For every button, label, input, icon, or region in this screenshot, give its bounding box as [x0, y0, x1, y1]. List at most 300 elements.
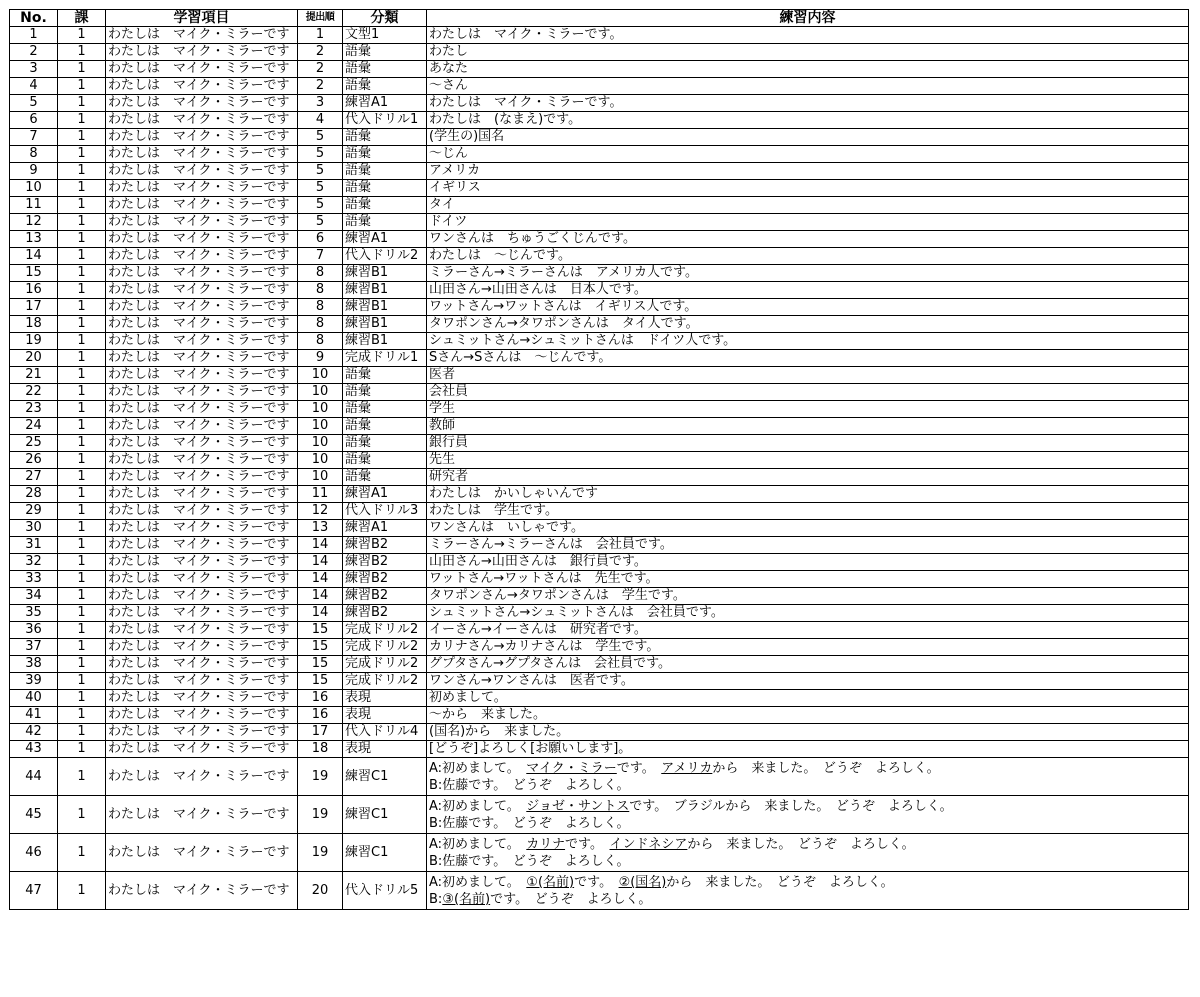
cell-category[interactable]: 代入ドリル4	[343, 724, 427, 741]
cell-no[interactable]: 25	[10, 435, 58, 452]
cell-submission-order[interactable]: 10	[298, 469, 343, 486]
cell-lesson[interactable]: 1	[58, 44, 106, 61]
cell-lesson[interactable]: 1	[58, 605, 106, 622]
cell-no[interactable]: 41	[10, 707, 58, 724]
cell-submission-order[interactable]: 14	[298, 571, 343, 588]
cell-practice-content[interactable]	[427, 214, 1189, 231]
cell-practice-content[interactable]	[427, 401, 1189, 418]
cell-no[interactable]: 24	[10, 418, 58, 435]
cell-category[interactable]: 練習C1	[343, 758, 427, 796]
cell-category[interactable]: 語彙	[343, 435, 427, 452]
cell-lesson[interactable]: 1	[58, 401, 106, 418]
cell-lesson[interactable]: 1	[58, 690, 106, 707]
content-line	[429, 538, 1186, 552]
cell-submission-order[interactable]: 8	[298, 282, 343, 299]
cell-no[interactable]: 38	[10, 656, 58, 673]
cell-no[interactable]: 17	[10, 299, 58, 316]
cell-lesson[interactable]: 1	[58, 61, 106, 78]
cell-no[interactable]: 21	[10, 367, 58, 384]
cell-no[interactable]: 34	[10, 588, 58, 605]
cell-practice-content[interactable]	[427, 163, 1189, 180]
cell-practice-content[interactable]	[427, 367, 1189, 384]
cell-category[interactable]: 語彙	[343, 401, 427, 418]
cell-category[interactable]: 語彙	[343, 44, 427, 61]
cell-learning-item[interactable]: わたしは マイク・ミラーです	[106, 724, 298, 741]
cell-category[interactable]: 練習B2	[343, 554, 427, 571]
cell-practice-content[interactable]	[427, 282, 1189, 299]
cell-practice-content[interactable]	[427, 95, 1189, 112]
cell-learning-item[interactable]: わたしは マイク・ミラーです	[106, 554, 298, 571]
table-row	[10, 401, 1189, 418]
cell-lesson[interactable]: 1	[58, 231, 106, 248]
cell-learning-item[interactable]: わたしは マイク・ミラーです	[106, 401, 298, 418]
cell-no[interactable]: 11	[10, 197, 58, 214]
cell-no[interactable]: 9	[10, 163, 58, 180]
cell-category[interactable]: 語彙	[343, 452, 427, 469]
cell-practice-content[interactable]	[427, 554, 1189, 571]
cell-submission-order[interactable]: 9	[298, 350, 343, 367]
cell-category[interactable]: 語彙	[343, 146, 427, 163]
cell-submission-order[interactable]: 5	[298, 146, 343, 163]
cell-lesson[interactable]: 1	[58, 469, 106, 486]
cell-submission-order[interactable]: 5	[298, 180, 343, 197]
cell-submission-order[interactable]: 2	[298, 44, 343, 61]
cell-learning-item[interactable]: わたしは マイク・ミラーです	[106, 197, 298, 214]
cell-submission-order[interactable]: 15	[298, 656, 343, 673]
cell-submission-order[interactable]: 15	[298, 673, 343, 690]
cell-learning-item[interactable]: わたしは マイク・ミラーです	[106, 95, 298, 112]
cell-no[interactable]: 39	[10, 673, 58, 690]
cell-learning-item[interactable]: わたしは マイク・ミラーです	[106, 231, 298, 248]
content-line	[429, 147, 1186, 161]
cell-learning-item[interactable]: わたしは マイク・ミラーです	[106, 418, 298, 435]
cell-category[interactable]: 完成ドリル2	[343, 622, 427, 639]
cell-no[interactable]: 16	[10, 282, 58, 299]
cell-no[interactable]: 37	[10, 639, 58, 656]
cell-learning-item[interactable]: わたしは マイク・ミラーです	[106, 690, 298, 707]
cell-learning-item[interactable]: わたしは マイク・ミラーです	[106, 129, 298, 146]
cell-category[interactable]: 語彙	[343, 78, 427, 95]
cell-submission-order[interactable]: 15	[298, 622, 343, 639]
cell-submission-order[interactable]: 8	[298, 299, 343, 316]
cell-practice-content[interactable]	[427, 537, 1189, 554]
cell-learning-item[interactable]: わたしは マイク・ミラーです	[106, 486, 298, 503]
cell-category[interactable]: 代入ドリル1	[343, 112, 427, 129]
cell-practice-content[interactable]	[427, 27, 1189, 44]
header-learning-item[interactable]: 学習項目	[106, 10, 298, 27]
cell-lesson[interactable]: 1	[58, 214, 106, 231]
cell-lesson[interactable]: 1	[58, 435, 106, 452]
cell-practice-content[interactable]	[427, 197, 1189, 214]
cell-learning-item[interactable]: わたしは マイク・ミラーです	[106, 333, 298, 350]
cell-no[interactable]: 1	[10, 27, 58, 44]
cell-learning-item[interactable]: わたしは マイク・ミラーです	[106, 673, 298, 690]
cell-submission-order[interactable]: 5	[298, 163, 343, 180]
cell-practice-content[interactable]	[427, 469, 1189, 486]
cell-learning-item[interactable]: わたしは マイク・ミラーです	[106, 622, 298, 639]
cell-practice-content[interactable]	[427, 656, 1189, 673]
cell-lesson[interactable]: 1	[58, 834, 106, 872]
cell-no[interactable]: 20	[10, 350, 58, 367]
header-submission-order[interactable]: 提出順	[298, 10, 343, 27]
cell-practice-content[interactable]	[427, 333, 1189, 350]
cell-learning-item[interactable]: わたしは マイク・ミラーです	[106, 656, 298, 673]
cell-submission-order[interactable]: 2	[298, 78, 343, 95]
cell-submission-order[interactable]: 19	[298, 758, 343, 796]
cell-learning-item[interactable]: わたしは マイク・ミラーです	[106, 282, 298, 299]
cell-submission-order[interactable]: 14	[298, 588, 343, 605]
cell-submission-order[interactable]: 6	[298, 231, 343, 248]
cell-learning-item[interactable]: わたしは マイク・ミラーです	[106, 367, 298, 384]
cell-learning-item[interactable]: わたしは マイク・ミラーです	[106, 163, 298, 180]
cell-submission-order[interactable]: 10	[298, 367, 343, 384]
cell-lesson[interactable]: 1	[58, 571, 106, 588]
cell-no[interactable]: 32	[10, 554, 58, 571]
cell-learning-item[interactable]: わたしは マイク・ミラーです	[106, 78, 298, 95]
cell-practice-content[interactable]	[427, 180, 1189, 197]
cell-submission-order[interactable]: 10	[298, 452, 343, 469]
cell-learning-item[interactable]: わたしは マイク・ミラーです	[106, 435, 298, 452]
cell-practice-content[interactable]	[427, 834, 1189, 872]
cell-no[interactable]: 31	[10, 537, 58, 554]
cell-learning-item[interactable]: わたしは マイク・ミラーです	[106, 384, 298, 401]
cell-practice-content[interactable]	[427, 605, 1189, 622]
cell-lesson[interactable]: 1	[58, 282, 106, 299]
cell-no[interactable]: 15	[10, 265, 58, 282]
cell-category[interactable]: 練習B1	[343, 265, 427, 282]
cell-no[interactable]: 4	[10, 78, 58, 95]
cell-submission-order[interactable]: 8	[298, 316, 343, 333]
content-line	[429, 317, 1186, 331]
cell-no[interactable]: 14	[10, 248, 58, 265]
cell-no[interactable]: 27	[10, 469, 58, 486]
cell-lesson[interactable]: 1	[58, 486, 106, 503]
cell-no[interactable]: 22	[10, 384, 58, 401]
cell-learning-item[interactable]: わたしは マイク・ミラーです	[106, 61, 298, 78]
cell-submission-order[interactable]: 5	[298, 214, 343, 231]
cell-no[interactable]: 42	[10, 724, 58, 741]
cell-learning-item[interactable]: わたしは マイク・ミラーです	[106, 571, 298, 588]
cell-practice-content[interactable]	[427, 248, 1189, 265]
cell-lesson[interactable]: 1	[58, 724, 106, 741]
cell-practice-content[interactable]	[427, 418, 1189, 435]
cell-submission-order[interactable]: 11	[298, 486, 343, 503]
cell-practice-content[interactable]	[427, 503, 1189, 520]
cell-learning-item[interactable]: わたしは マイク・ミラーです	[106, 214, 298, 231]
cell-category[interactable]: 語彙	[343, 61, 427, 78]
cell-category[interactable]: 代入ドリル3	[343, 503, 427, 520]
cell-learning-item[interactable]: わたしは マイク・ミラーです	[106, 796, 298, 834]
cell-learning-item[interactable]: わたしは マイク・ミラーです	[106, 350, 298, 367]
cell-no[interactable]: 29	[10, 503, 58, 520]
cell-lesson[interactable]: 1	[58, 248, 106, 265]
cell-practice-content[interactable]	[427, 872, 1189, 910]
cell-submission-order[interactable]: 3	[298, 95, 343, 112]
cell-submission-order[interactable]: 16	[298, 690, 343, 707]
cell-learning-item[interactable]: わたしは マイク・ミラーです	[106, 44, 298, 61]
cell-lesson[interactable]: 1	[58, 350, 106, 367]
cell-category[interactable]: 練習A1	[343, 486, 427, 503]
cell-category[interactable]: 練習A1	[343, 231, 427, 248]
cell-category[interactable]: 練習B1	[343, 333, 427, 350]
cell-no[interactable]: 26	[10, 452, 58, 469]
cell-submission-order[interactable]: 10	[298, 401, 343, 418]
cell-category[interactable]: 練習A1	[343, 95, 427, 112]
cell-category[interactable]: 語彙	[343, 469, 427, 486]
cell-lesson[interactable]: 1	[58, 78, 106, 95]
cell-practice-content[interactable]	[427, 384, 1189, 401]
cell-practice-content[interactable]	[427, 796, 1189, 834]
cell-submission-order[interactable]: 18	[298, 741, 343, 758]
cell-practice-content[interactable]	[427, 639, 1189, 656]
cell-lesson[interactable]: 1	[58, 520, 106, 537]
cell-submission-order[interactable]: 15	[298, 639, 343, 656]
cell-lesson[interactable]: 1	[58, 265, 106, 282]
cell-practice-content[interactable]	[427, 299, 1189, 316]
cell-learning-item[interactable]: わたしは マイク・ミラーです	[106, 299, 298, 316]
cell-no[interactable]: 44	[10, 758, 58, 796]
content-text: B:	[429, 892, 443, 907]
cell-submission-order[interactable]: 7	[298, 248, 343, 265]
cell-practice-content[interactable]	[427, 452, 1189, 469]
cell-submission-order[interactable]: 5	[298, 197, 343, 214]
cell-no[interactable]: 12	[10, 214, 58, 231]
cell-category[interactable]: 語彙	[343, 197, 427, 214]
cell-practice-content[interactable]	[427, 61, 1189, 78]
cell-lesson[interactable]: 1	[58, 796, 106, 834]
cell-lesson[interactable]: 1	[58, 299, 106, 316]
cell-practice-content[interactable]	[427, 673, 1189, 690]
cell-category[interactable]: 完成ドリル1	[343, 350, 427, 367]
header-category[interactable]: 分類	[343, 10, 427, 27]
cell-practice-content[interactable]	[427, 571, 1189, 588]
cell-category[interactable]: 練習C1	[343, 796, 427, 834]
content-text: ～さん	[429, 78, 469, 93]
cell-lesson[interactable]: 1	[58, 741, 106, 758]
header-no[interactable]: No.	[10, 10, 58, 27]
cell-no[interactable]: 18	[10, 316, 58, 333]
cell-submission-order[interactable]: 14	[298, 537, 343, 554]
cell-learning-item[interactable]: わたしは マイク・ミラーです	[106, 537, 298, 554]
cell-submission-order[interactable]: 19	[298, 796, 343, 834]
cell-learning-item[interactable]: わたしは マイク・ミラーです	[106, 741, 298, 758]
cell-learning-item[interactable]: わたしは マイク・ミラーです	[106, 27, 298, 44]
cell-learning-item[interactable]: わたしは マイク・ミラーです	[106, 503, 298, 520]
cell-no[interactable]: 8	[10, 146, 58, 163]
cell-learning-item[interactable]: わたしは マイク・ミラーです	[106, 469, 298, 486]
cell-learning-item[interactable]: わたしは マイク・ミラーです	[106, 316, 298, 333]
cell-practice-content[interactable]	[427, 588, 1189, 605]
cell-lesson[interactable]: 1	[58, 384, 106, 401]
cell-learning-item[interactable]: わたしは マイク・ミラーです	[106, 112, 298, 129]
cell-no[interactable]: 23	[10, 401, 58, 418]
header-lesson[interactable]: 課	[58, 10, 106, 27]
cell-category[interactable]: 練習B2	[343, 588, 427, 605]
cell-practice-content[interactable]	[427, 486, 1189, 503]
cell-submission-order[interactable]: 13	[298, 520, 343, 537]
cell-submission-order[interactable]: 17	[298, 724, 343, 741]
cell-no[interactable]: 5	[10, 95, 58, 112]
cell-lesson[interactable]: 1	[58, 758, 106, 796]
cell-lesson[interactable]: 1	[58, 367, 106, 384]
cell-lesson[interactable]: 1	[58, 622, 106, 639]
cell-category[interactable]: 練習B1	[343, 316, 427, 333]
content-text: グプタさん→グプタさんは 会社員です。	[429, 656, 672, 671]
cell-submission-order[interactable]: 2	[298, 61, 343, 78]
cell-practice-content[interactable]	[427, 435, 1189, 452]
cell-no[interactable]: 33	[10, 571, 58, 588]
cell-lesson[interactable]: 1	[58, 707, 106, 724]
cell-category[interactable]: 代入ドリル2	[343, 248, 427, 265]
cell-lesson[interactable]: 1	[58, 872, 106, 910]
cell-category[interactable]: 練習B2	[343, 571, 427, 588]
cell-lesson[interactable]: 1	[58, 163, 106, 180]
cell-lesson[interactable]: 1	[58, 27, 106, 44]
cell-submission-order[interactable]: 10	[298, 418, 343, 435]
cell-practice-content[interactable]	[427, 44, 1189, 61]
cell-no[interactable]: 40	[10, 690, 58, 707]
cell-lesson[interactable]: 1	[58, 333, 106, 350]
cell-category[interactable]: 表現	[343, 741, 427, 758]
header-practice-content[interactable]: 練習内容	[427, 10, 1189, 27]
content-text: A:初めまして。	[429, 799, 527, 814]
cell-learning-item[interactable]: わたしは マイク・ミラーです	[106, 834, 298, 872]
cell-learning-item[interactable]: わたしは マイク・ミラーです	[106, 758, 298, 796]
cell-submission-order[interactable]: 1	[298, 27, 343, 44]
cell-category[interactable]: 語彙	[343, 129, 427, 146]
cell-practice-content[interactable]	[427, 758, 1189, 796]
cell-category[interactable]: 語彙	[343, 418, 427, 435]
table-row	[10, 282, 1189, 299]
cell-lesson[interactable]: 1	[58, 129, 106, 146]
cell-category[interactable]: 語彙	[343, 180, 427, 197]
cell-lesson[interactable]: 1	[58, 180, 106, 197]
cell-learning-item[interactable]: わたしは マイク・ミラーです	[106, 605, 298, 622]
cell-category[interactable]: 完成ドリル2	[343, 673, 427, 690]
cell-learning-item[interactable]: わたしは マイク・ミラーです	[106, 452, 298, 469]
cell-practice-content[interactable]	[427, 707, 1189, 724]
cell-submission-order[interactable]: 8	[298, 333, 343, 350]
cell-category[interactable]: 語彙	[343, 214, 427, 231]
cell-practice-content[interactable]	[427, 622, 1189, 639]
cell-category[interactable]: 練習B2	[343, 537, 427, 554]
cell-lesson[interactable]: 1	[58, 554, 106, 571]
cell-submission-order[interactable]: 8	[298, 265, 343, 282]
cell-no[interactable]: 28	[10, 486, 58, 503]
cell-no[interactable]: 43	[10, 741, 58, 758]
cell-no[interactable]: 35	[10, 605, 58, 622]
cell-submission-order[interactable]: 12	[298, 503, 343, 520]
cell-submission-order[interactable]: 4	[298, 112, 343, 129]
cell-learning-item[interactable]: わたしは マイク・ミラーです	[106, 588, 298, 605]
cell-submission-order[interactable]: 10	[298, 384, 343, 401]
cell-lesson[interactable]: 1	[58, 673, 106, 690]
cell-practice-content[interactable]	[427, 724, 1189, 741]
cell-practice-content[interactable]	[427, 316, 1189, 333]
cell-learning-item[interactable]: わたしは マイク・ミラーです	[106, 872, 298, 910]
cell-learning-item[interactable]: わたしは マイク・ミラーです	[106, 180, 298, 197]
cell-lesson[interactable]: 1	[58, 639, 106, 656]
cell-no[interactable]: 6	[10, 112, 58, 129]
cell-category[interactable]: 語彙	[343, 163, 427, 180]
cell-practice-content[interactable]	[427, 146, 1189, 163]
cell-practice-content[interactable]	[427, 112, 1189, 129]
cell-learning-item[interactable]: わたしは マイク・ミラーです	[106, 707, 298, 724]
cell-learning-item[interactable]: わたしは マイク・ミラーです	[106, 639, 298, 656]
cell-category[interactable]: 語彙	[343, 384, 427, 401]
cell-category[interactable]: 文型1	[343, 27, 427, 44]
cell-practice-content[interactable]	[427, 520, 1189, 537]
cell-lesson[interactable]: 1	[58, 418, 106, 435]
cell-no[interactable]: 30	[10, 520, 58, 537]
cell-lesson[interactable]: 1	[58, 588, 106, 605]
cell-category[interactable]: 練習C1	[343, 834, 427, 872]
cell-practice-content[interactable]	[427, 350, 1189, 367]
cell-no[interactable]: 19	[10, 333, 58, 350]
cell-learning-item[interactable]: わたしは マイク・ミラーです	[106, 265, 298, 282]
cell-lesson[interactable]: 1	[58, 503, 106, 520]
cell-practice-content[interactable]	[427, 129, 1189, 146]
cell-lesson[interactable]: 1	[58, 452, 106, 469]
cell-category[interactable]: 練習A1	[343, 520, 427, 537]
content-line	[429, 283, 1186, 297]
cell-practice-content[interactable]	[427, 265, 1189, 282]
cell-submission-order[interactable]: 19	[298, 834, 343, 872]
cell-no[interactable]: 10	[10, 180, 58, 197]
cell-lesson[interactable]: 1	[58, 316, 106, 333]
cell-category[interactable]: 完成ドリル2	[343, 656, 427, 673]
cell-submission-order[interactable]: 10	[298, 435, 343, 452]
cell-category[interactable]: 代入ドリル5	[343, 872, 427, 910]
cell-submission-order[interactable]: 20	[298, 872, 343, 910]
cell-practice-content[interactable]	[427, 231, 1189, 248]
cell-category[interactable]: 表現	[343, 690, 427, 707]
cell-no[interactable]: 3	[10, 61, 58, 78]
cell-category[interactable]: 語彙	[343, 367, 427, 384]
cell-learning-item[interactable]: わたしは マイク・ミラーです	[106, 520, 298, 537]
cell-submission-order[interactable]: 5	[298, 129, 343, 146]
cell-no[interactable]: 7	[10, 129, 58, 146]
cell-lesson[interactable]: 1	[58, 197, 106, 214]
cell-practice-content[interactable]	[427, 78, 1189, 95]
cell-category[interactable]: 表現	[343, 707, 427, 724]
cell-no[interactable]: 45	[10, 796, 58, 834]
cell-category[interactable]: 練習B1	[343, 282, 427, 299]
cell-submission-order[interactable]: 14	[298, 554, 343, 571]
cell-practice-content[interactable]	[427, 741, 1189, 758]
cell-no[interactable]: 36	[10, 622, 58, 639]
cell-category[interactable]: 完成ドリル2	[343, 639, 427, 656]
cell-category[interactable]: 練習B1	[343, 299, 427, 316]
cell-lesson[interactable]: 1	[58, 656, 106, 673]
cell-no[interactable]: 2	[10, 44, 58, 61]
content-text: アメリカ	[429, 163, 481, 178]
cell-learning-item[interactable]: わたしは マイク・ミラーです	[106, 248, 298, 265]
cell-learning-item[interactable]: わたしは マイク・ミラーです	[106, 146, 298, 163]
cell-lesson[interactable]: 1	[58, 537, 106, 554]
cell-submission-order[interactable]: 14	[298, 605, 343, 622]
cell-no[interactable]: 47	[10, 872, 58, 910]
cell-submission-order[interactable]: 16	[298, 707, 343, 724]
cell-practice-content[interactable]	[427, 690, 1189, 707]
cell-category[interactable]: 練習B2	[343, 605, 427, 622]
cell-lesson[interactable]: 1	[58, 112, 106, 129]
cell-lesson[interactable]: 1	[58, 95, 106, 112]
cell-lesson[interactable]: 1	[58, 146, 106, 163]
table-row	[10, 197, 1189, 214]
cell-no[interactable]: 46	[10, 834, 58, 872]
cell-no[interactable]: 13	[10, 231, 58, 248]
